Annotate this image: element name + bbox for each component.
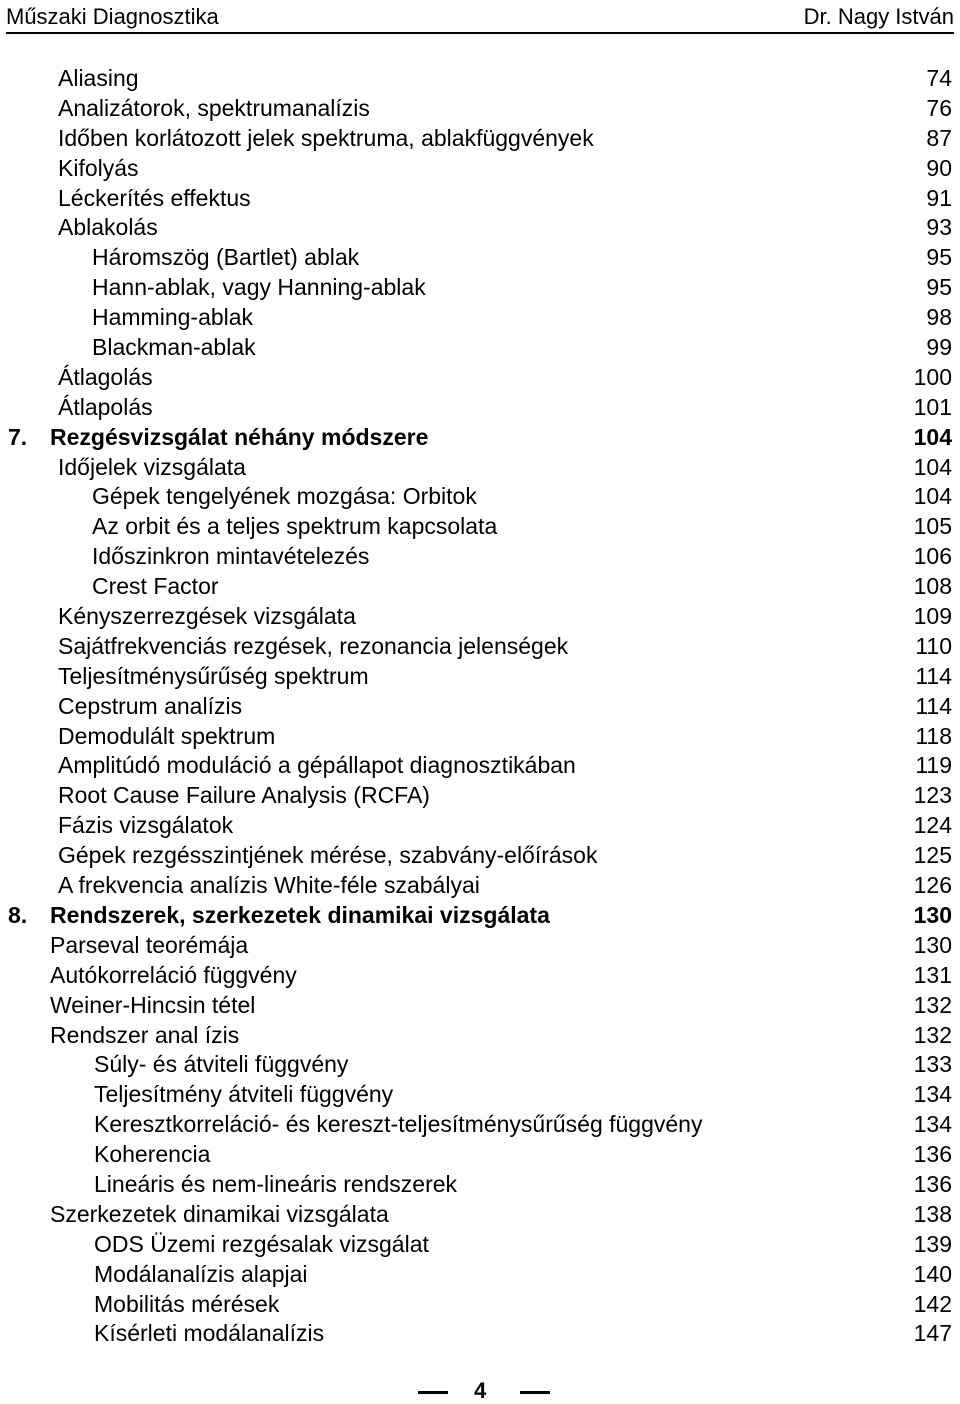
toc-entry-title: Teljesítmény átviteli függvény xyxy=(94,1081,394,1108)
toc-entry-title: Átlapolás xyxy=(58,393,153,420)
toc-page-number: 124 xyxy=(913,812,952,839)
page-header xyxy=(6,2,954,34)
toc-entry-title: Átlagolás xyxy=(58,363,153,390)
toc-page-number: 110 xyxy=(915,632,952,659)
toc-entry-title: Az orbit és a teljes spektrum kapcsolata xyxy=(92,513,498,540)
toc-entry-row xyxy=(0,871,960,901)
toc-entry-title: Gépek tengelyének mozgása: Orbitok xyxy=(92,483,477,510)
toc-page-number: 138 xyxy=(913,1200,952,1227)
toc-entry-row xyxy=(0,243,960,273)
toc-entry-row xyxy=(0,213,960,243)
toc-entry-row xyxy=(0,1230,960,1260)
header-author: Dr. Nagy István xyxy=(803,4,954,29)
toc-entry-row xyxy=(0,273,960,303)
toc-page-number: 125 xyxy=(913,842,952,869)
toc-page-number: 119 xyxy=(915,752,952,779)
toc-page-number: 91 xyxy=(926,184,952,211)
toc-entry-title: Kifolyás xyxy=(58,154,139,181)
toc-chapter-row xyxy=(0,423,960,453)
toc-page-number: 93 xyxy=(926,214,952,241)
toc-page-number: 131 xyxy=(913,961,952,988)
toc-page-number: 104 xyxy=(913,483,952,510)
toc-page-number: 136 xyxy=(913,1170,952,1197)
toc-entry-title: Fázis vizsgálatok xyxy=(58,812,234,839)
toc-page-number: 100 xyxy=(913,363,952,390)
toc-page-number: 126 xyxy=(913,872,952,899)
toc-entry-title: A frekvencia analízis White-féle szabályai xyxy=(58,872,480,899)
toc-entry-title: Hann-ablak, vagy Hanning-ablak xyxy=(92,274,426,301)
toc-entry-row xyxy=(0,811,960,841)
toc-page-number: 90 xyxy=(926,154,952,181)
toc-page-number: 134 xyxy=(913,1081,952,1108)
toc-entry-row xyxy=(0,1319,960,1349)
toc-page-number: 76 xyxy=(926,94,952,121)
toc-page-number: 130 xyxy=(913,931,952,958)
footer-dash-left xyxy=(418,1391,448,1394)
toc-page-number: 139 xyxy=(913,1230,952,1257)
toc-entry-title: Sajátfrekvenciás rezgések, rezonancia jelenségek xyxy=(58,632,569,659)
toc-page-number: 134 xyxy=(913,1111,952,1138)
page-footer xyxy=(0,1378,960,1402)
toc-page-number: 101 xyxy=(913,393,952,420)
toc-entry-row xyxy=(0,333,960,363)
toc-page-number: 123 xyxy=(913,782,952,809)
toc-entry-row xyxy=(0,722,960,752)
toc-entry-row xyxy=(0,1140,960,1170)
toc-page-number: 142 xyxy=(913,1290,952,1317)
toc-entry-row xyxy=(0,1200,960,1230)
toc-page-number: 130 xyxy=(913,901,952,928)
toc-entry-title: Amplitúdó moduláció a gépállapot diagnosztikában xyxy=(58,752,576,779)
toc-entry-row xyxy=(0,781,960,811)
toc-entry-row xyxy=(0,1170,960,1200)
toc-entry-row xyxy=(0,692,960,722)
toc-page-number: 118 xyxy=(915,722,952,749)
toc-entry-row xyxy=(0,154,960,184)
toc-entry-title: Léckerítés effektus xyxy=(58,184,251,211)
toc-entry-row xyxy=(0,1110,960,1140)
toc-page-number: 99 xyxy=(926,334,952,361)
toc-page-number: 106 xyxy=(913,543,952,570)
toc-entry-row xyxy=(0,453,960,483)
toc-page-number: 136 xyxy=(913,1141,952,1168)
toc-page-number: 132 xyxy=(913,1021,952,1048)
toc-entry-title: Teljesítménysűrűség spektrum xyxy=(58,662,369,689)
toc-entry-row xyxy=(0,841,960,871)
toc-page-number: 114 xyxy=(915,692,952,719)
toc-page-number: 95 xyxy=(926,274,952,301)
toc-entry-title: Szerkezetek dinamikai vizsgálata xyxy=(50,1200,389,1227)
toc-entry-title: Autókorreláció függvény xyxy=(50,961,297,988)
toc-entry-title: Gépek rezgésszintjének mérése, szabvány-előírások xyxy=(58,842,598,869)
toc-page-number: 108 xyxy=(913,573,952,600)
toc-entry-title: Mobilitás mérések xyxy=(94,1290,280,1317)
toc-entry-title: Analizátorok, spektrumanalízis xyxy=(58,94,370,121)
toc-entry-row xyxy=(0,512,960,542)
toc-page-number: 109 xyxy=(913,603,952,630)
toc-entry-title: Időben korlátozott jelek spektruma, ablakfüggvények xyxy=(58,124,594,151)
table-of-contents xyxy=(0,64,960,1349)
toc-entry-row xyxy=(0,1260,960,1290)
header-document-title: Műszaki Diagnosztika xyxy=(6,4,219,29)
toc-entry-title: Kísérleti modálanalízis xyxy=(94,1320,325,1347)
toc-entry-title: Cepstrum analízis xyxy=(58,692,243,719)
toc-entry-title: Rendszerek, szerkezetek dinamikai vizsgálata xyxy=(50,901,550,928)
toc-entry-row xyxy=(0,931,960,961)
toc-entry-row xyxy=(0,184,960,214)
toc-entry-row xyxy=(0,572,960,602)
footer-dash-right xyxy=(520,1391,550,1394)
toc-entry-row xyxy=(0,94,960,124)
toc-entry-row xyxy=(0,124,960,154)
toc-entry-title: Blackman-ablak xyxy=(92,334,256,361)
toc-entry-row xyxy=(0,1050,960,1080)
toc-chapter-number: 8. xyxy=(8,901,28,928)
toc-entry-row xyxy=(0,542,960,572)
toc-entry-title: Rezgésvizsgálat néhány módszere xyxy=(50,423,429,450)
toc-page-number: 95 xyxy=(926,244,952,271)
toc-page-number: 132 xyxy=(913,991,952,1018)
toc-entry-title: ODS Üzemi rezgésalak vizsgálat xyxy=(94,1230,429,1257)
toc-entry-title: Modálanalízis alapjai xyxy=(94,1260,308,1287)
toc-entry-row xyxy=(0,363,960,393)
toc-page-number: 104 xyxy=(913,423,952,450)
toc-entry-title: Demodulált spektrum xyxy=(58,722,276,749)
toc-entry-row xyxy=(0,1080,960,1110)
toc-entry-row xyxy=(0,303,960,333)
toc-entry-row xyxy=(0,1290,960,1320)
page-number: 4 xyxy=(474,1378,487,1403)
toc-entry-row xyxy=(0,64,960,94)
toc-entry-title: Súly- és átviteli függvény xyxy=(94,1051,349,1078)
toc-page-number: 147 xyxy=(913,1320,952,1347)
toc-entry-title: Root Cause Failure Analysis (RCFA) xyxy=(58,782,430,809)
toc-entry-title: Keresztkorreláció- és kereszt-teljesítménysűrűség függvény xyxy=(94,1111,703,1138)
toc-page-number: 114 xyxy=(915,662,952,689)
toc-entry-row xyxy=(0,991,960,1021)
toc-page-number: 105 xyxy=(913,513,952,540)
toc-entry-title: Ablakolás xyxy=(58,214,158,241)
toc-page-number: 140 xyxy=(913,1260,952,1287)
toc-entry-row xyxy=(0,602,960,632)
toc-entry-title: Időjelek vizsgálata xyxy=(58,453,246,480)
toc-entry-row xyxy=(0,662,960,692)
toc-entry-row xyxy=(0,632,960,662)
toc-entry-row xyxy=(0,1021,960,1051)
toc-entry-title: Crest Factor xyxy=(92,573,219,600)
toc-chapter-number: 7. xyxy=(8,423,28,450)
toc-entry-title: Kényszerrezgések vizsgálata xyxy=(58,603,356,630)
toc-entry-title: Weiner-Hincsin tétel xyxy=(50,991,256,1018)
toc-chapter-row xyxy=(0,901,960,931)
toc-entry-title: Rendszer anal ízis xyxy=(50,1021,240,1048)
toc-page-number: 133 xyxy=(913,1051,952,1078)
toc-entry-row xyxy=(0,482,960,512)
toc-entry-title: Háromszög (Bartlet) ablak xyxy=(92,244,360,271)
toc-entry-title: Aliasing xyxy=(58,65,139,91)
toc-entry-row xyxy=(0,751,960,781)
toc-page-number: 104 xyxy=(913,453,952,480)
toc-entry-title: Lineáris és nem-lineáris rendszerek xyxy=(94,1170,458,1197)
toc-entry-title: Parseval teorémája xyxy=(50,931,249,958)
toc-entry-row xyxy=(0,961,960,991)
toc-entry-title: Koherencia xyxy=(94,1141,211,1168)
toc-page-number: 98 xyxy=(926,304,952,331)
toc-page-number: 87 xyxy=(926,124,952,151)
toc-entry-title: Időszinkron mintavételezés xyxy=(92,543,370,570)
toc-entry-row xyxy=(0,393,960,423)
toc-page-number: 74 xyxy=(926,65,952,91)
toc-entry-title: Hamming-ablak xyxy=(92,304,254,331)
